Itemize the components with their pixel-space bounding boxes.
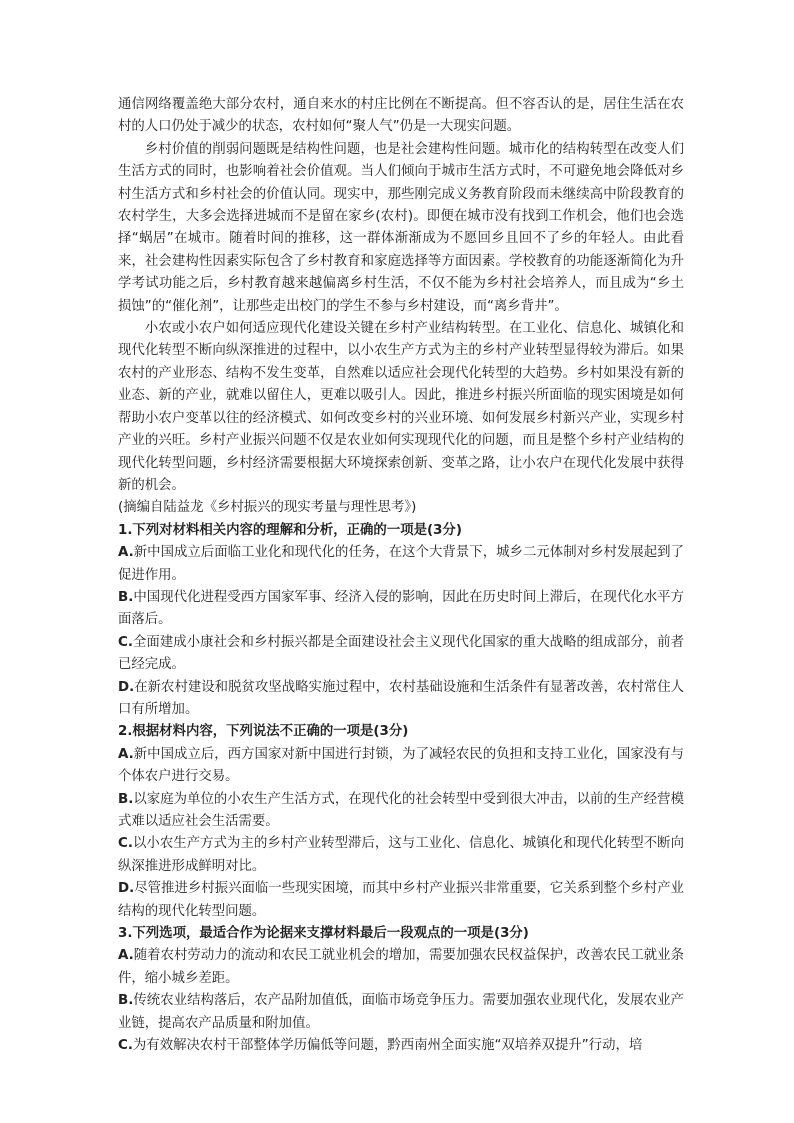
option-item — [118, 677, 684, 722]
question-stem: 1.下列对材料相关内容的理解和分析，正确的一项是(3分) — [118, 522, 462, 538]
option-key: C. — [118, 836, 133, 852]
option-text: 以家庭为单位的小农生产生活方式，在现代化的社会转型中受到很大冲击，以前的生产经营模式难以适应社会生活需要。 — [118, 791, 684, 829]
option-key: B. — [118, 589, 134, 605]
option-key: D. — [118, 881, 135, 897]
option-text: 以小农生产方式为主的乡村产业转型滞后，这与工业化、信息化、城镇化和现代化转型不断向纵深推进形成鲜明对比。 — [118, 836, 684, 874]
paragraph-rural-value: 乡村价值的削弱问题既是结构性问题，也是社会建构性问题。城市化的结构转型在改变人们生活方式的同时，也影响着社会价值观。当人们倾向于城市生活方式时，不可避免地会降低对乡村生活方式和乡村社会的价值认同。现实中，那些刚完成义务教育阶段而未继续高中阶段教育的农村学生，大多会选择进城而不是留在家乡(农村)。即便在城市没有找到工作机会，他们也会选择“蜗居”在城市。随着时间的推移，这一群体渐渐成为不愿回乡且回不了乡的年轻人。由此看来，社会建构性因素实际包含了乡村教育和家庭选择等方面因素。学校教育的功能逐渐简化为升学考试功能之后，乡村教育越来越偏离乡村生活，不仅不能为乡村社会培养人，而且成为“乡土损蚀”的“催化剂”，让那些走出校门的学生不参与乡村建设，而“离乡背井”。 — [118, 141, 684, 314]
option-text: 在新农村建设和脱贫攻坚战略实施过程中，农村基础设施和生活条件有显著改善，农村常住人口有所增加。 — [118, 679, 684, 717]
source-citation: (摘编自陆益龙《乡村振兴的现实考量与理性思考》) — [118, 500, 417, 516]
option-text: 传统农业结构落后，农产品附加值低，面临市场竞争压力。需要加强农业现代化，发展农业产业链，提高农产品质量和附加值。 — [118, 993, 684, 1031]
option-text: 新中国成立后，西方国家对新中国进行封锁，为了减轻农民的负担和支持工业化，国家没有与个体农户进行交易。 — [118, 746, 684, 785]
option-key: C. — [118, 634, 133, 650]
option-text: 新中国成立后面临工业化和现代化的任务，在这个大背景下，城乡二元体制对乡村发展起到了促进作用。 — [118, 545, 684, 583]
option-text: 为有效解决农村干部整体学历偏低等问题，黔西南州全面实施“双培养双提升”行动，培 — [132, 1038, 643, 1054]
option-key: C. — [118, 1038, 133, 1054]
option-item — [118, 878, 684, 923]
option-key: A. — [118, 746, 134, 762]
option-key: A. — [118, 948, 134, 964]
option-item — [118, 990, 684, 1035]
question-stem: 3.下列选项，最适合作为论据来支撑材料最后一段观点的一项是(3分) — [118, 926, 529, 942]
option-key: B. — [118, 993, 134, 1009]
question-2 — [118, 721, 684, 923]
paragraph-industry-transformation: 小农或小农户如何适应现代化建设关键在乡村产业结构转型。在工业化、信息化、城镇化和现代化转型不断向纵深推进的过程中，以小农生产方式为主的乡村产业转型显得较为滞后。如果农村的产业形态、结构不发生变革，自然难以适应社会现代化转型的大趋势。乡村如果没有新的业态、新的产业，就难以留住人，更难以吸引人。因此，推进乡村振兴所面临的现实困境是如何帮助小农户变革以往的经济模式、如何改变乡村的兴业环境、如何发展乡村新兴产业，实现乡村产业的兴旺。乡村产业振兴问题不仅是农业如何实现现代化的问题，而且是整个乡村产业结构的现代化转型问题，乡村经济需要根据大环境探索创新、变革之路，让小农户在现代化发展中获得新的机会。 — [118, 321, 684, 493]
paragraph-continuation: 通信网络覆盖绝大部分农村，通自来水的村庄比例在不断提高。但不容否认的是，居住生活在农村的人口仍处于减少的状态，农村如何“聚人气”仍是一大现实问题。 — [118, 97, 684, 135]
option-item — [118, 632, 684, 677]
option-item — [118, 542, 684, 587]
option-text: 全面建成小康社会和乡村振兴都是全面建设社会主义现代化国家的重大战略的组成部分，前者已经完成。 — [118, 634, 684, 673]
question-stem: 2.根据材料内容，下列说法不正确的一项是(3分) — [118, 724, 409, 740]
document-page — [118, 94, 684, 1057]
option-text: 尽管推进乡村振兴面临一些现实困境，而其中乡村产业振兴非常重要，它关系到整个乡村产业结构的现代化转型问题。 — [118, 881, 684, 919]
option-item — [118, 1035, 684, 1057]
option-key: D. — [118, 679, 135, 695]
question-3 — [118, 923, 684, 1057]
option-item — [118, 587, 684, 632]
option-key: A. — [118, 545, 134, 561]
option-item — [118, 833, 684, 878]
option-item — [118, 789, 684, 834]
question-1 — [118, 520, 684, 722]
option-text: 随着农村劳动力的流动和农民工就业机会的增加，需要加强农民权益保护，改善农民工就业条件，缩小城乡差距。 — [118, 948, 684, 986]
option-item — [118, 945, 684, 990]
option-text: 中国现代化进程受西方国家军事、经济入侵的影响，因此在历史时间上滞后，在现代化水平方面落后。 — [118, 589, 684, 628]
option-item — [118, 744, 684, 789]
option-key: B. — [118, 791, 134, 807]
